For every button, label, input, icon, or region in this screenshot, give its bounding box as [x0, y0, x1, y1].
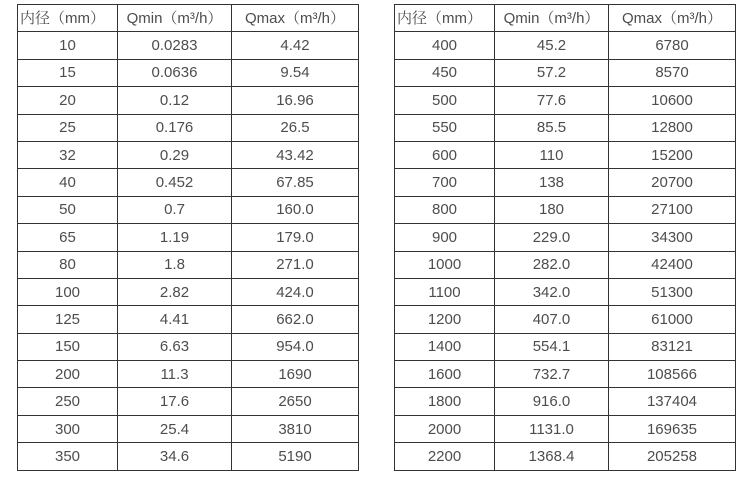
- table-row: [18, 169, 359, 196]
- cell-qmax: 42400: [609, 251, 736, 278]
- table-row: [18, 361, 359, 388]
- cell-qmin: 1131.0: [495, 415, 609, 442]
- cell-diameter: 1800: [395, 388, 495, 415]
- cell-qmax: 26.5: [232, 114, 359, 141]
- cell-qmin: 57.2: [495, 59, 609, 86]
- table-row: [395, 251, 736, 278]
- table-row: [395, 306, 736, 333]
- table-row: [395, 224, 736, 251]
- table-row: [18, 251, 359, 278]
- cell-diameter: 25: [18, 114, 118, 141]
- cell-qmax: 271.0: [232, 251, 359, 278]
- cell-qmax: 3810: [232, 415, 359, 442]
- cell-qmax: 169635: [609, 415, 736, 442]
- table-row: [18, 141, 359, 168]
- cell-diameter: 250: [18, 388, 118, 415]
- cell-qmin: 138: [495, 169, 609, 196]
- cell-qmax: 83121: [609, 333, 736, 360]
- cell-diameter: 1400: [395, 333, 495, 360]
- table-row: [395, 169, 736, 196]
- cell-qmin: 916.0: [495, 388, 609, 415]
- cell-diameter: 50: [18, 196, 118, 223]
- cell-qmin: 554.1: [495, 333, 609, 360]
- cell-diameter: 1000: [395, 251, 495, 278]
- cell-diameter: 65: [18, 224, 118, 251]
- table-row: [18, 59, 359, 86]
- cell-diameter: 800: [395, 196, 495, 223]
- cell-qmax: 954.0: [232, 333, 359, 360]
- cell-qmax: 15200: [609, 141, 736, 168]
- cell-diameter: 15: [18, 59, 118, 86]
- cell-diameter: 700: [395, 169, 495, 196]
- cell-qmax: 51300: [609, 278, 736, 305]
- table-row: [18, 224, 359, 251]
- cell-qmax: 8570: [609, 59, 736, 86]
- cell-qmax: 10600: [609, 87, 736, 114]
- header-row: [18, 5, 359, 32]
- cell-qmax: 34300: [609, 224, 736, 251]
- cell-qmin: 0.0636: [118, 59, 232, 86]
- cell-qmin: 732.7: [495, 361, 609, 388]
- cell-qmax: 12800: [609, 114, 736, 141]
- cell-diameter: 350: [18, 443, 118, 470]
- cell-diameter: 1200: [395, 306, 495, 333]
- cell-qmin: 85.5: [495, 114, 609, 141]
- cell-qmax: 4.42: [232, 32, 359, 59]
- cell-qmin: 0.12: [118, 87, 232, 114]
- header-row: [395, 5, 736, 32]
- cell-diameter: 450: [395, 59, 495, 86]
- cell-qmin: 4.41: [118, 306, 232, 333]
- table-row: [395, 388, 736, 415]
- cell-diameter: 600: [395, 141, 495, 168]
- table-row: [395, 415, 736, 442]
- cell-qmax: 1690: [232, 361, 359, 388]
- cell-qmax: 20700: [609, 169, 736, 196]
- cell-diameter: 900: [395, 224, 495, 251]
- cell-diameter: 40: [18, 169, 118, 196]
- flow-rate-table-small-diameters: [17, 4, 359, 471]
- cell-diameter: 10: [18, 32, 118, 59]
- cell-qmin: 0.29: [118, 141, 232, 168]
- cell-qmin: 110: [495, 141, 609, 168]
- cell-qmax: 137404: [609, 388, 736, 415]
- cell-qmax: 108566: [609, 361, 736, 388]
- cell-qmin: 11.3: [118, 361, 232, 388]
- cell-qmin: 229.0: [495, 224, 609, 251]
- cell-diameter: 500: [395, 87, 495, 114]
- table-row: [395, 59, 736, 86]
- cell-qmax: 205258: [609, 443, 736, 470]
- table-row: [395, 141, 736, 168]
- cell-qmin: 342.0: [495, 278, 609, 305]
- cell-qmin: 45.2: [495, 32, 609, 59]
- column-header-qmin: Qmin（m³/h）: [495, 5, 609, 32]
- cell-diameter: 300: [18, 415, 118, 442]
- cell-qmax: 160.0: [232, 196, 359, 223]
- cell-diameter: 1100: [395, 278, 495, 305]
- table-row: [395, 278, 736, 305]
- table-row: [395, 443, 736, 470]
- table-row: [18, 87, 359, 114]
- cell-diameter: 2000: [395, 415, 495, 442]
- cell-diameter: 200: [18, 361, 118, 388]
- cell-qmin: 17.6: [118, 388, 232, 415]
- cell-qmax: 67.85: [232, 169, 359, 196]
- cell-diameter: 400: [395, 32, 495, 59]
- table-row: [18, 443, 359, 470]
- cell-qmin: 1368.4: [495, 443, 609, 470]
- cell-qmax: 9.54: [232, 59, 359, 86]
- cell-qmax: 61000: [609, 306, 736, 333]
- cell-diameter: 32: [18, 141, 118, 168]
- cell-qmin: 0.452: [118, 169, 232, 196]
- cell-qmin: 282.0: [495, 251, 609, 278]
- column-header-qmax: Qmax（m³/h）: [232, 5, 359, 32]
- cell-qmax: 27100: [609, 196, 736, 223]
- table-row: [18, 278, 359, 305]
- table-row: [395, 87, 736, 114]
- table-row: [18, 196, 359, 223]
- column-header-qmax: Qmax（m³/h）: [609, 5, 736, 32]
- cell-qmin: 0.176: [118, 114, 232, 141]
- cell-qmin: 180: [495, 196, 609, 223]
- cell-qmax: 2650: [232, 388, 359, 415]
- cell-qmin: 77.6: [495, 87, 609, 114]
- cell-qmax: 6780: [609, 32, 736, 59]
- table-row: [395, 114, 736, 141]
- cell-qmin: 0.0283: [118, 32, 232, 59]
- table-row: [18, 32, 359, 59]
- column-header-qmin: Qmin（m³/h）: [118, 5, 232, 32]
- cell-qmax: 5190: [232, 443, 359, 470]
- table-row: [18, 306, 359, 333]
- cell-diameter: 100: [18, 278, 118, 305]
- cell-qmin: 34.6: [118, 443, 232, 470]
- cell-qmax: 179.0: [232, 224, 359, 251]
- table-row: [395, 32, 736, 59]
- column-header-diameter: 内径（mm）: [18, 5, 118, 32]
- cell-qmin: 0.7: [118, 196, 232, 223]
- table-row: [18, 388, 359, 415]
- cell-diameter: 550: [395, 114, 495, 141]
- cell-qmin: 1.19: [118, 224, 232, 251]
- cell-qmin: 407.0: [495, 306, 609, 333]
- cell-qmax: 43.42: [232, 141, 359, 168]
- table-row: [395, 361, 736, 388]
- cell-qmax: 662.0: [232, 306, 359, 333]
- cell-qmax: 424.0: [232, 278, 359, 305]
- cell-diameter: 125: [18, 306, 118, 333]
- cell-diameter: 80: [18, 251, 118, 278]
- flow-rate-table-large-diameters: [394, 4, 736, 471]
- cell-diameter: 2200: [395, 443, 495, 470]
- cell-diameter: 20: [18, 87, 118, 114]
- column-header-diameter: 内径（mm）: [395, 5, 495, 32]
- table-row: [18, 415, 359, 442]
- table-row: [18, 333, 359, 360]
- cell-qmax: 16.96: [232, 87, 359, 114]
- cell-qmin: 2.82: [118, 278, 232, 305]
- cell-qmin: 6.63: [118, 333, 232, 360]
- table-row: [395, 196, 736, 223]
- cell-diameter: 150: [18, 333, 118, 360]
- table-row: [18, 114, 359, 141]
- cell-diameter: 1600: [395, 361, 495, 388]
- cell-qmin: 1.8: [118, 251, 232, 278]
- table-row: [395, 333, 736, 360]
- cell-qmin: 25.4: [118, 415, 232, 442]
